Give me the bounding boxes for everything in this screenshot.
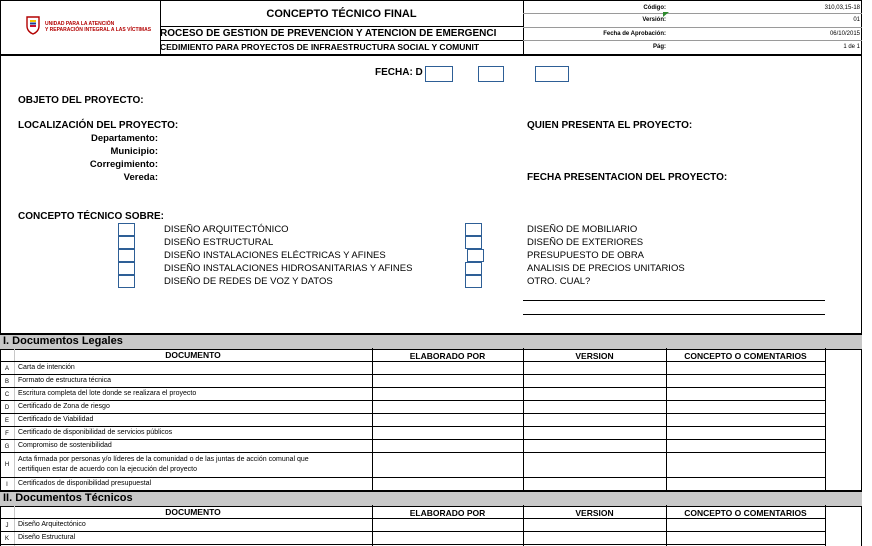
option-label: PRESUPUESTO DE OBRA xyxy=(527,250,645,261)
checkbox-diseno-voz-datos[interactable] xyxy=(118,275,135,288)
concepto-sobre-label: CONCEPTO TÉCNICO SOBRE: xyxy=(18,211,164,222)
meta-approval-label: Fecha de Aprobación: xyxy=(603,31,666,37)
meta-version-value: 01 xyxy=(853,17,860,23)
otro-cual-line-1[interactable] xyxy=(523,300,825,301)
option-label: DISEÑO DE MOBILIARIO xyxy=(527,224,638,235)
corregimiento-label: Corregimiento: xyxy=(89,159,158,170)
row-letter: A xyxy=(4,366,9,372)
meta-page-value: 1 de 1 xyxy=(843,44,860,50)
row-letter: K xyxy=(4,536,9,542)
col-header-concepto: CONCEPTO O COMENTARIOS xyxy=(684,351,807,361)
row-letter: J xyxy=(5,523,9,529)
row-document: Certificados de disponibilidad presupuestal xyxy=(18,480,152,487)
row-document: Certificado de Viabilidad xyxy=(18,416,94,423)
row-letter: B xyxy=(4,379,9,385)
checkbox-diseno-estructural[interactable] xyxy=(118,236,135,249)
meta-code-value: 310,03,15-18 xyxy=(824,5,860,11)
row-document: Formato de estructura técnica xyxy=(18,377,111,384)
row-document: Diseño Estructural xyxy=(18,534,76,541)
option-label: OTRO. CUAL? xyxy=(527,276,591,287)
option-label: DISEÑO ARQUITECTÓNICO xyxy=(164,224,289,235)
option-label: DISEÑO INSTALACIONES HIDROSANITARIAS Y AFINES xyxy=(164,263,413,274)
municipio-label: Municipio: xyxy=(110,146,158,157)
otro-cual-line-2[interactable] xyxy=(523,314,825,315)
row-document: Carta de intención xyxy=(18,364,75,371)
row-document: Certificado de disponibilidad de servicios públicos xyxy=(18,429,173,436)
row-document: Acta firmada por personas y/o líderes de la comunidad o de las juntas de acción comunal que xyxy=(18,456,309,463)
process-name: ROCESO DE GESTIÓN DE PREVENCIÓN Y ATENCIÓN DE EMERGENCI xyxy=(160,28,497,39)
option-label: DISEÑO DE EXTERIORES xyxy=(527,237,644,248)
meta-version-label: Versión: xyxy=(642,17,666,23)
logo-text-line1: UNIDAD PARA LA ATENCIÓN xyxy=(45,21,115,27)
row-letter: I xyxy=(6,482,8,488)
row-letter: E xyxy=(4,418,9,424)
row-document: Diseño Arquitectónico xyxy=(18,521,86,528)
fecha-day-input[interactable] xyxy=(425,66,453,82)
row-letter: G xyxy=(4,444,10,450)
logo xyxy=(26,15,40,40)
checkbox-diseno-mobiliario[interactable] xyxy=(465,223,482,236)
form-title: CONCEPTO TÉCNICO FINAL xyxy=(266,8,417,20)
col-header-version: VERSION xyxy=(575,508,614,518)
fecha-label: FECHA: D xyxy=(375,67,423,78)
procedure-name: CEDIMIENTO PARA PROYECTOS DE INFRAESTRUCTURA SOCIAL Y COMUNIT xyxy=(160,42,480,52)
checkbox-diseno-electricas[interactable] xyxy=(118,249,135,262)
meta-approval-value: 06/10/2015 xyxy=(829,31,860,37)
col-header-elaborado: ELABORADO POR xyxy=(409,508,486,518)
row-document: Escritura completa del lote donde se realizara el proyecto xyxy=(18,390,197,397)
option-label: DISEÑO INSTALACIONES ELÉCTRICAS Y AFINES xyxy=(164,250,386,261)
fecha-presentacion-label: FECHA PRESENTACION DEL PROYECTO: xyxy=(527,172,728,183)
option-label: DISEÑO ESTRUCTURAL xyxy=(164,237,274,248)
row-letter: F xyxy=(5,431,9,437)
checkbox-diseno-exteriores[interactable] xyxy=(465,236,482,249)
row-letter: C xyxy=(4,392,10,398)
logo-text-line2: Y REPARACIÓN INTEGRAL A LAS VÍCTIMAS xyxy=(45,27,152,33)
fecha-month-input[interactable] xyxy=(478,66,504,82)
checkbox-diseno-arquitectonico[interactable] xyxy=(118,223,135,236)
row-document: Compromiso de sostenibilidad xyxy=(18,442,112,449)
col-header-documento: DOCUMENTO xyxy=(165,507,221,517)
checkbox-presupuesto-obra[interactable] xyxy=(467,249,484,262)
col-header-documento: DOCUMENTO xyxy=(165,350,221,360)
col-header-version: VERSION xyxy=(575,351,614,361)
fecha-year-input[interactable] xyxy=(535,66,569,82)
objeto-label: OBJETO DEL PROYECTO: xyxy=(18,95,144,106)
col-header-elaborado: ELABORADO POR xyxy=(409,351,486,361)
option-label: DISEÑO DE REDES DE VOZ Y DATOS xyxy=(164,276,333,287)
departamento-label: Departamento: xyxy=(90,133,158,144)
section2-title: II. Documentos Técnicos xyxy=(3,492,133,504)
checkbox-diseno-hidrosanitarias[interactable] xyxy=(118,262,135,275)
shield-icon xyxy=(26,15,40,35)
col-header-concepto: CONCEPTO O COMENTARIOS xyxy=(684,508,807,518)
row-letter: D xyxy=(4,405,10,411)
row-letter: H xyxy=(4,462,10,468)
checkbox-analisis-precios[interactable] xyxy=(465,262,482,275)
meta-page-label: Pág: xyxy=(652,44,666,50)
row-document: Certificado de Zona de riesgo xyxy=(18,403,110,410)
meta-code-label: Código: xyxy=(643,5,666,11)
checkbox-otro[interactable] xyxy=(465,275,482,288)
row-document-line2: certifiquen estar de acuerdo con la ejecución del proyecto xyxy=(18,466,197,473)
option-label: ANALISIS DE PRECIOS UNITARIOS xyxy=(527,263,685,274)
vereda-label: Vereda: xyxy=(123,172,158,183)
localizacion-label: LOCALIZACIÓN DEL PROYECTO: xyxy=(18,120,179,131)
quien-presenta-label: QUIEN PRESENTA EL PROYECTO: xyxy=(527,120,693,131)
section1-title: I. Documentos Legales xyxy=(3,335,123,347)
